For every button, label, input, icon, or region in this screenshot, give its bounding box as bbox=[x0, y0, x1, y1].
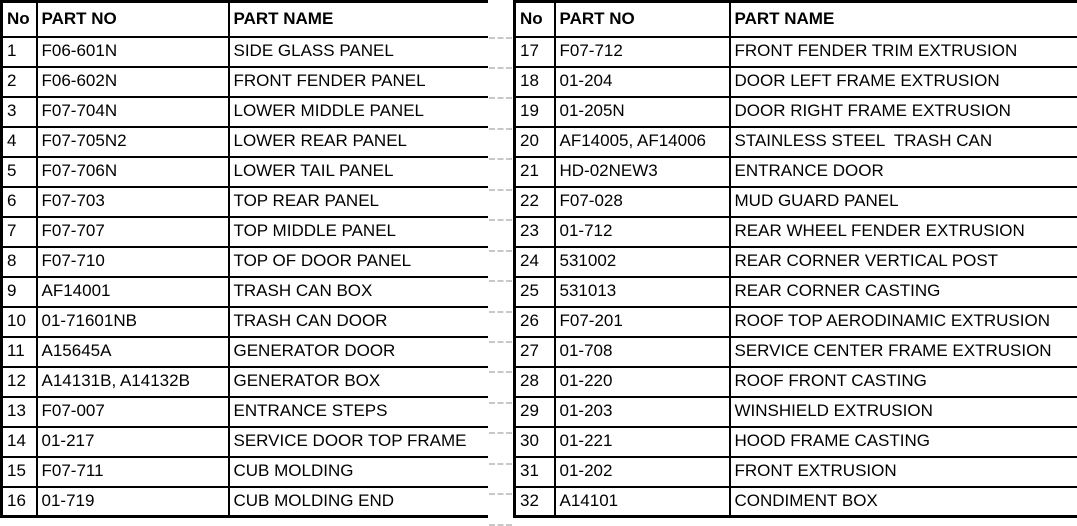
parts-table-left bbox=[0, 0, 491, 518]
gridline-dash bbox=[489, 402, 512, 404]
no-cell: 26 bbox=[515, 307, 555, 337]
part-name-cell: CUB MOLDING END bbox=[229, 487, 490, 517]
part-name-cell: STAINLESS STEEL TRASH CAN bbox=[730, 127, 1077, 157]
part-name-cell: SIDE GLASS PANEL bbox=[229, 37, 490, 67]
gridline-dash bbox=[489, 189, 512, 191]
gridline-dash bbox=[489, 37, 512, 39]
table-row bbox=[2, 187, 490, 217]
part-name-cell: SERVICE CENTER FRAME EXTRUSION bbox=[730, 337, 1077, 367]
table-row bbox=[2, 307, 490, 337]
no-cell: 9 bbox=[2, 277, 37, 307]
gridline-dash bbox=[489, 341, 512, 343]
gridline-dash bbox=[489, 219, 512, 221]
table-row bbox=[2, 367, 490, 397]
part-no-cell: F07-201 bbox=[555, 307, 730, 337]
gridline-dash bbox=[489, 250, 512, 252]
part-name-cell: TRASH CAN DOOR bbox=[229, 307, 490, 337]
table-row bbox=[2, 247, 490, 277]
gridline-dash bbox=[489, 280, 512, 282]
table-row bbox=[515, 97, 1077, 127]
no-cell: 30 bbox=[515, 427, 555, 457]
gridline-dash bbox=[489, 463, 512, 465]
column-header-part-name: PART NAME bbox=[730, 2, 1077, 37]
table-row bbox=[515, 127, 1077, 157]
part-name-cell: FRONT FENDER TRIM EXTRUSION bbox=[730, 37, 1077, 67]
table-row bbox=[515, 337, 1077, 367]
part-name-cell: CUB MOLDING bbox=[229, 457, 490, 487]
no-cell: 18 bbox=[515, 67, 555, 97]
part-name-cell: CONDIMENT BOX bbox=[730, 487, 1077, 517]
part-no-cell: F07-707 bbox=[37, 217, 229, 247]
part-name-cell: FRONT EXTRUSION bbox=[730, 457, 1077, 487]
part-no-cell: 531002 bbox=[555, 247, 730, 277]
no-cell: 32 bbox=[515, 487, 555, 517]
table-row bbox=[515, 247, 1077, 277]
no-cell: 16 bbox=[2, 487, 37, 517]
part-no-cell: F07-710 bbox=[37, 247, 229, 277]
part-name-cell: TOP MIDDLE PANEL bbox=[229, 217, 490, 247]
no-cell: 15 bbox=[2, 457, 37, 487]
no-cell: 12 bbox=[2, 367, 37, 397]
gridline-dash bbox=[489, 67, 512, 69]
column-header-no: No bbox=[515, 2, 555, 37]
column-header-part-no: PART NO bbox=[555, 2, 730, 37]
part-no-cell: 01-712 bbox=[555, 217, 730, 247]
table-row bbox=[515, 487, 1077, 517]
part-name-cell: LOWER TAIL PANEL bbox=[229, 157, 490, 187]
gridline-dash bbox=[489, 371, 512, 373]
table-row bbox=[515, 367, 1077, 397]
part-no-cell: AF14001 bbox=[37, 277, 229, 307]
table-row bbox=[2, 397, 490, 427]
no-cell: 5 bbox=[2, 157, 37, 187]
part-no-cell: A15645A bbox=[37, 337, 229, 367]
part-name-cell: LOWER MIDDLE PANEL bbox=[229, 97, 490, 127]
table-row bbox=[2, 217, 490, 247]
no-cell: 23 bbox=[515, 217, 555, 247]
part-name-cell: ROOF TOP AERODINAMIC EXTRUSION bbox=[730, 307, 1077, 337]
no-cell: 20 bbox=[515, 127, 555, 157]
part-no-cell: F07-703 bbox=[37, 187, 229, 217]
column-header-no: No bbox=[2, 2, 37, 37]
part-name-cell: TOP OF DOOR PANEL bbox=[229, 247, 490, 277]
part-name-cell: REAR CORNER VERTICAL POST bbox=[730, 247, 1077, 277]
part-no-cell: A14131B, A14132B bbox=[37, 367, 229, 397]
part-no-cell: F06-601N bbox=[37, 37, 229, 67]
part-name-cell: ROOF FRONT CASTING bbox=[730, 367, 1077, 397]
no-cell: 10 bbox=[2, 307, 37, 337]
no-cell: 14 bbox=[2, 427, 37, 457]
gridline-dash bbox=[489, 311, 512, 313]
gridline-dash bbox=[489, 158, 512, 160]
no-cell: 13 bbox=[2, 397, 37, 427]
no-cell: 17 bbox=[515, 37, 555, 67]
table-row bbox=[515, 187, 1077, 217]
no-cell: 27 bbox=[515, 337, 555, 367]
no-cell: 19 bbox=[515, 97, 555, 127]
no-cell: 31 bbox=[515, 457, 555, 487]
table-row bbox=[515, 307, 1077, 337]
part-no-cell: F07-711 bbox=[37, 457, 229, 487]
table-row bbox=[2, 37, 490, 67]
no-cell: 4 bbox=[2, 127, 37, 157]
part-no-cell: 01-202 bbox=[555, 457, 730, 487]
gridline-dash bbox=[489, 432, 512, 434]
part-no-cell: 01-217 bbox=[37, 427, 229, 457]
part-no-cell: 01-205N bbox=[555, 97, 730, 127]
no-cell: 8 bbox=[2, 247, 37, 277]
table-row bbox=[515, 457, 1077, 487]
part-name-cell: ENTRANCE STEPS bbox=[229, 397, 490, 427]
part-no-cell: 01-203 bbox=[555, 397, 730, 427]
table-row bbox=[2, 127, 490, 157]
table-row bbox=[2, 427, 490, 457]
no-cell: 1 bbox=[2, 37, 37, 67]
part-no-cell: 01-220 bbox=[555, 367, 730, 397]
part-name-cell: ENTRANCE DOOR bbox=[730, 157, 1077, 187]
part-no-cell: 01-71601NB bbox=[37, 307, 229, 337]
column-header-part-no: PART NO bbox=[37, 2, 229, 37]
part-name-cell: TOP REAR PANEL bbox=[229, 187, 490, 217]
part-no-cell: 01-204 bbox=[555, 67, 730, 97]
gridline-dash bbox=[489, 493, 512, 495]
table-row bbox=[2, 277, 490, 307]
no-cell: 2 bbox=[2, 67, 37, 97]
part-no-cell: AF14005, AF14006 bbox=[555, 127, 730, 157]
gridline-gap bbox=[488, 0, 513, 524]
part-no-cell: F07-712 bbox=[555, 37, 730, 67]
part-no-cell: A14101 bbox=[555, 487, 730, 517]
table-row bbox=[2, 337, 490, 367]
part-name-cell: HOOD FRAME CASTING bbox=[730, 427, 1077, 457]
no-cell: 22 bbox=[515, 187, 555, 217]
part-name-cell: WINSHIELD EXTRUSION bbox=[730, 397, 1077, 427]
part-name-cell: GENERATOR BOX bbox=[229, 367, 490, 397]
part-no-cell: 531013 bbox=[555, 277, 730, 307]
column-header-part-name: PART NAME bbox=[229, 2, 490, 37]
table-row bbox=[515, 37, 1077, 67]
part-no-cell: F07-028 bbox=[555, 187, 730, 217]
parts-table-right bbox=[513, 0, 1077, 518]
table-row bbox=[515, 277, 1077, 307]
no-cell: 7 bbox=[2, 217, 37, 247]
gridline-dash bbox=[489, 128, 512, 130]
part-name-cell: GENERATOR DOOR bbox=[229, 337, 490, 367]
part-name-cell: FRONT FENDER PANEL bbox=[229, 67, 490, 97]
table-row bbox=[515, 427, 1077, 457]
table-row bbox=[2, 487, 490, 517]
table-row bbox=[515, 157, 1077, 187]
header-row bbox=[2, 2, 490, 37]
no-cell: 28 bbox=[515, 367, 555, 397]
no-cell: 3 bbox=[2, 97, 37, 127]
table-row bbox=[2, 157, 490, 187]
no-cell: 6 bbox=[2, 187, 37, 217]
no-cell: 29 bbox=[515, 397, 555, 427]
part-name-cell: LOWER REAR PANEL bbox=[229, 127, 490, 157]
no-cell: 24 bbox=[515, 247, 555, 277]
table-row bbox=[2, 67, 490, 97]
table-row bbox=[2, 97, 490, 127]
part-no-cell: F07-007 bbox=[37, 397, 229, 427]
table-row bbox=[2, 457, 490, 487]
no-cell: 11 bbox=[2, 337, 37, 367]
part-no-cell: F07-706N bbox=[37, 157, 229, 187]
no-cell: 21 bbox=[515, 157, 555, 187]
part-no-cell: HD-02NEW3 bbox=[555, 157, 730, 187]
part-no-cell: 01-719 bbox=[37, 487, 229, 517]
header-row bbox=[515, 2, 1077, 37]
part-name-cell: TRASH CAN BOX bbox=[229, 277, 490, 307]
table-row bbox=[515, 397, 1077, 427]
part-name-cell: SERVICE DOOR TOP FRAME bbox=[229, 427, 490, 457]
no-cell: 25 bbox=[515, 277, 555, 307]
part-name-cell: REAR CORNER CASTING bbox=[730, 277, 1077, 307]
table-row bbox=[515, 67, 1077, 97]
part-no-cell: F07-705N2 bbox=[37, 127, 229, 157]
part-name-cell: DOOR RIGHT FRAME EXTRUSION bbox=[730, 97, 1077, 127]
part-no-cell: F07-704N bbox=[37, 97, 229, 127]
part-name-cell: MUD GUARD PANEL bbox=[730, 187, 1077, 217]
part-name-cell: REAR WHEEL FENDER EXTRUSION bbox=[730, 217, 1077, 247]
part-no-cell: 01-708 bbox=[555, 337, 730, 367]
part-name-cell: DOOR LEFT FRAME EXTRUSION bbox=[730, 67, 1077, 97]
gridline-dash bbox=[489, 97, 512, 99]
part-no-cell: F06-602N bbox=[37, 67, 229, 97]
table-row bbox=[515, 217, 1077, 247]
part-no-cell: 01-221 bbox=[555, 427, 730, 457]
